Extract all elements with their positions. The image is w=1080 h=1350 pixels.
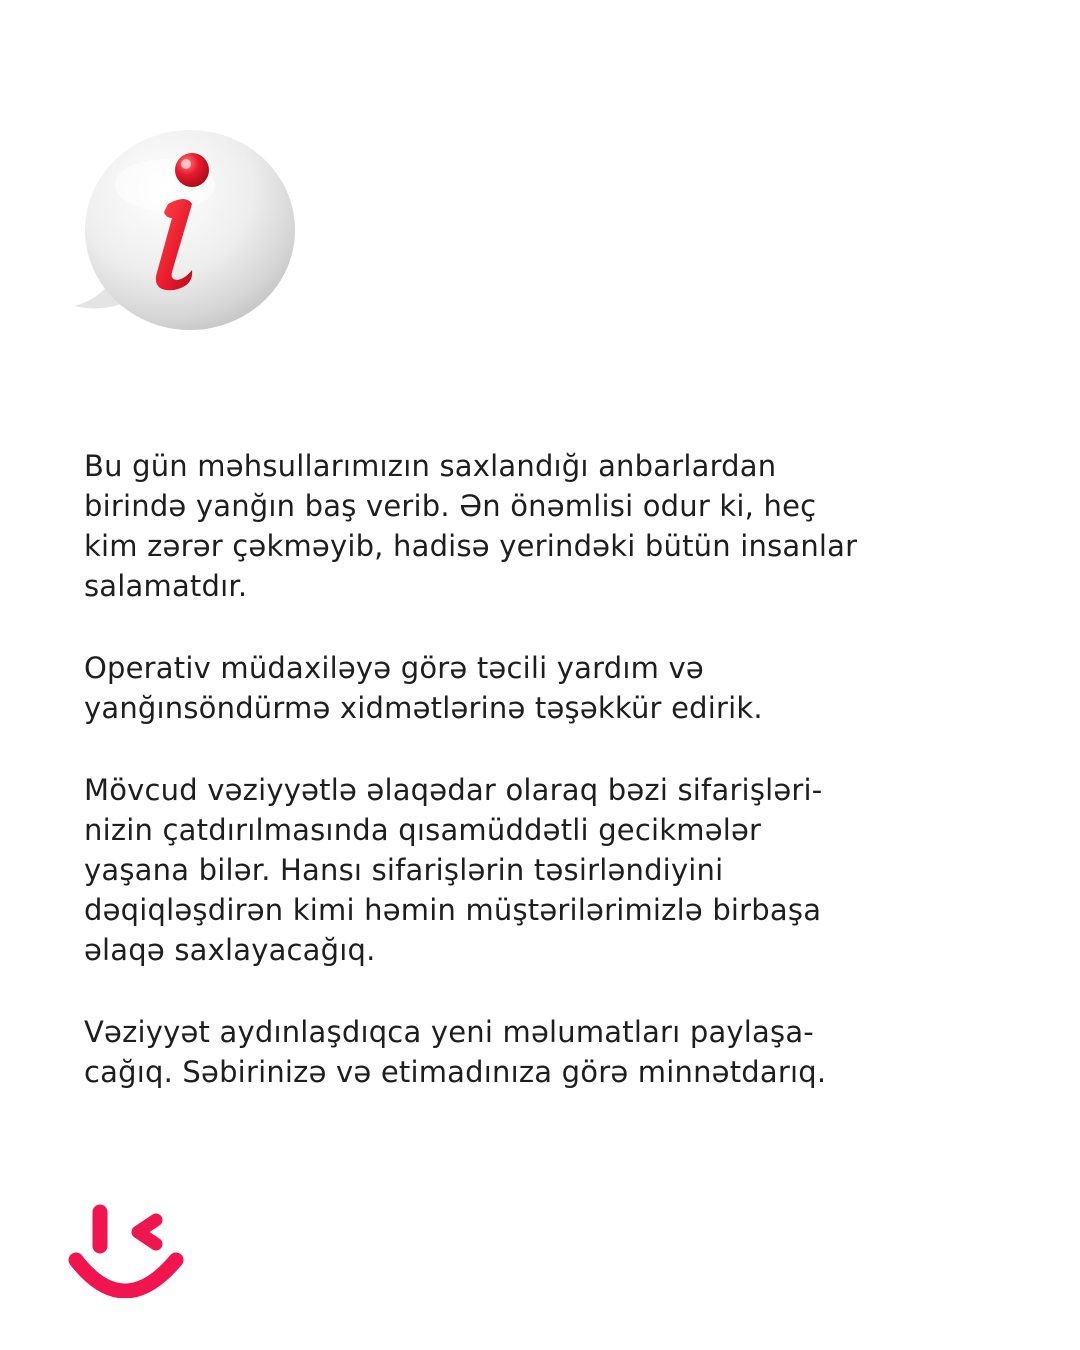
announcement-paragraph xyxy=(84,446,984,606)
text-line: Operativ müdaxiləyə görə təcili yardım və xyxy=(84,651,704,685)
text-line: əlaqə saxlayacağıq. xyxy=(84,933,376,967)
text-line: Mövcud vəziyyətlə əlaqədar olaraq bəzi sifarişləri- xyxy=(84,773,823,807)
text-line: birində yanğın baş verib. Ən önəmlisi odur ki, heç xyxy=(84,489,817,523)
info-speech-bubble-icon xyxy=(60,130,310,350)
text-line: yaşana bilər. Hansı sifarişlərin təsirləndiyini xyxy=(84,853,724,887)
text-line: yanğınsöndürmə xidmətlərinə təşəkkür edirik. xyxy=(84,691,763,725)
text-line: nizin çatdırılmasında qısamüddətli gecikmələr xyxy=(84,813,762,847)
announcement-paragraph xyxy=(84,648,984,728)
brand-smile-logo xyxy=(64,1198,188,1298)
text-line: Vəziyyət aydınlaşdıqca yeni məlumatları paylaşa- xyxy=(84,1015,814,1049)
text-line: dəqiqləşdirən kimi həmin müştərilərimizlə birbaşa xyxy=(84,893,822,927)
announcement-paragraph xyxy=(84,1012,984,1092)
text-line: Bu gün məhsullarımızın saxlandığı anbarlardan xyxy=(84,449,777,483)
announcement-text xyxy=(84,446,984,1092)
announcement-paragraph xyxy=(84,770,984,970)
text-line: cağıq. Səbirinizə və etimadınıza görə minnətdarıq. xyxy=(84,1055,827,1089)
text-line: kim zərər çəkməyib, hadisə yerindəki bütün insanlar xyxy=(84,529,858,563)
text-line: salamatdır. xyxy=(84,569,248,603)
